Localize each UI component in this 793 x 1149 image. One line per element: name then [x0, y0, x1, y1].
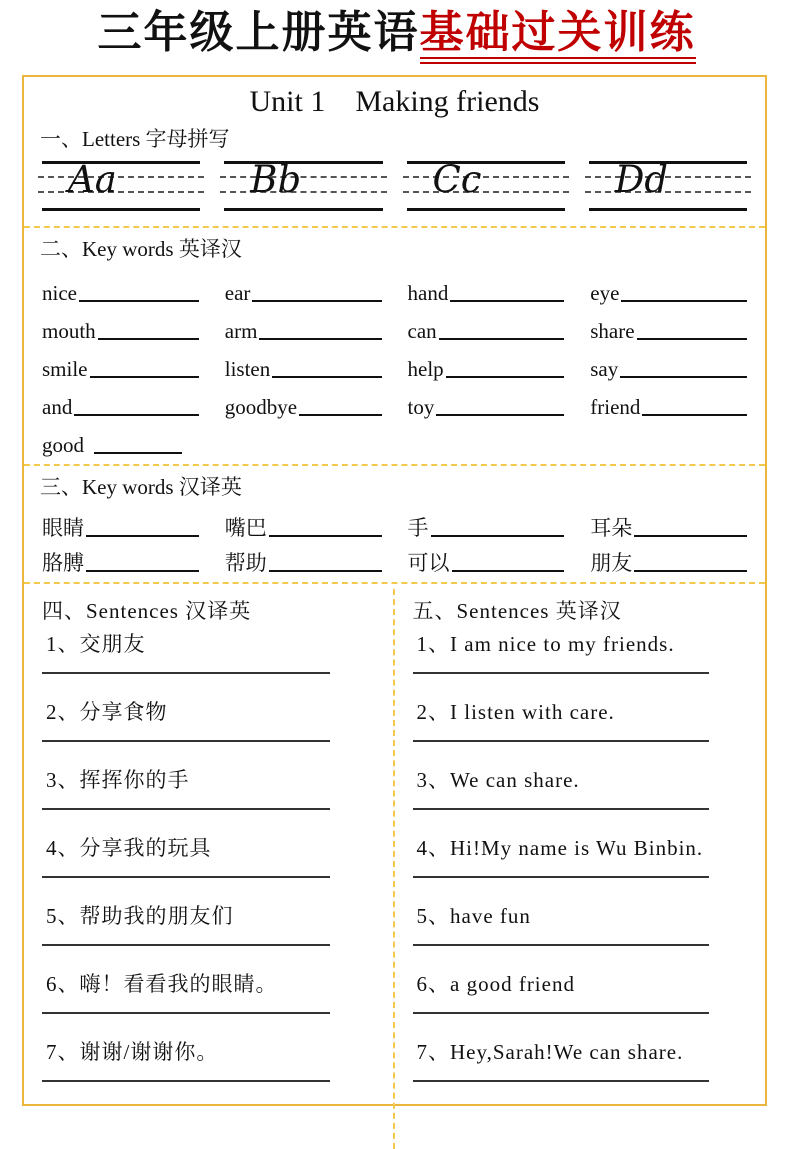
word-cell	[590, 305, 747, 343]
word-label: eye	[590, 280, 620, 305]
answer-line	[42, 1080, 330, 1082]
sentence-text: 4、分享我的玩具	[46, 836, 212, 860]
unit-title: Unit 1 Making friends	[249, 85, 540, 118]
word-cell	[225, 267, 382, 305]
word-cell	[408, 305, 565, 343]
fill-in-blank	[269, 569, 382, 572]
sentence-text: 5、帮助我的朋友们	[46, 904, 234, 928]
sentence-text: 5、have fun	[416, 904, 531, 928]
page-title-black: 三年级上册英语	[97, 8, 420, 57]
word-label: can	[407, 318, 437, 343]
fill-in-blank	[634, 534, 747, 537]
fill-in-blank	[446, 375, 565, 378]
word-label: goodbye	[224, 394, 298, 419]
word-label: 嘴巴	[224, 515, 267, 540]
word-cell	[225, 540, 382, 575]
word-cell	[408, 505, 565, 540]
sentence-text: 7、谢谢/谢谢你。	[46, 1040, 219, 1064]
sentence-item	[42, 629, 375, 697]
sentence-text: 2、分享食物	[46, 700, 168, 724]
answer-line	[42, 876, 330, 878]
word-cell	[42, 419, 199, 457]
word-cell	[408, 381, 565, 419]
handwriting-guide-line	[220, 176, 386, 178]
page-title-red-underlined: 基础过关训练	[420, 8, 696, 64]
word-cell	[590, 381, 747, 419]
sentence-text: 3、We can share.	[416, 768, 580, 792]
word-label: 耳朵	[590, 515, 633, 540]
handwriting-letter: Aa	[68, 158, 117, 201]
sentence-text: 1、I am nice to my friends.	[416, 632, 675, 656]
sentence-item	[42, 901, 375, 969]
handwriting-group-bb	[224, 158, 382, 211]
word-label: and	[42, 394, 73, 419]
sentence-item	[42, 697, 375, 765]
word-label: share	[590, 318, 635, 343]
word-label: 朋友	[590, 550, 633, 575]
word-cell	[42, 267, 199, 305]
word-cell	[225, 305, 382, 343]
handwriting-guide-line	[38, 191, 204, 193]
word-label: 眼睛	[42, 515, 84, 540]
word-cell	[590, 267, 747, 305]
answer-line	[413, 944, 709, 946]
sentence-text: 4、Hi!My name is Wu Binbin.	[416, 836, 704, 860]
section-divider	[24, 582, 765, 584]
section-letters-header: 一、Letters 字母拼写	[40, 127, 230, 151]
word-label: good	[42, 432, 84, 457]
word-label: toy	[407, 394, 435, 419]
word-cell	[42, 540, 199, 575]
sentence-item	[413, 697, 748, 765]
sentence-text: 6、a good friend	[416, 972, 575, 996]
word-label: 手	[407, 515, 429, 540]
answer-line	[413, 1080, 709, 1082]
handwriting-letter: Bb	[250, 158, 302, 201]
section-keywords-cn-header: 三、Key words 汉译英	[40, 475, 242, 499]
answer-line	[413, 808, 709, 810]
fill-in-blank	[86, 534, 199, 537]
sentence-item	[413, 765, 748, 833]
answer-line	[42, 1012, 330, 1014]
sentence-item	[413, 833, 748, 901]
sentence-item	[42, 833, 375, 901]
fill-in-blank	[621, 299, 747, 302]
word-label: ear	[224, 280, 251, 305]
sentence-text: 1、交朋友	[46, 632, 146, 656]
sentence-text: 2、I listen with care.	[416, 700, 615, 724]
word-cell	[408, 343, 565, 381]
answer-line	[42, 808, 330, 810]
worksheet-box	[22, 75, 767, 1106]
word-cell	[590, 343, 747, 381]
word-label: smile	[42, 356, 88, 381]
word-cell	[225, 505, 382, 540]
answer-line	[42, 944, 330, 946]
word-label: arm	[224, 318, 258, 343]
page-title	[0, 0, 793, 61]
sentence-item	[413, 1037, 748, 1105]
sentence-text: 7、Hey,Sarah!We can share.	[416, 1040, 684, 1064]
handwriting-group-dd	[589, 158, 747, 211]
handwriting-group-aa	[42, 158, 200, 211]
section-divider	[24, 226, 765, 228]
fill-in-blank	[269, 534, 382, 537]
word-label: mouth	[42, 318, 96, 343]
handwriting-guide-line	[220, 191, 386, 193]
answer-line	[42, 672, 330, 674]
fill-in-blank	[272, 375, 381, 378]
word-label: help	[407, 356, 444, 381]
fill-in-blank	[436, 413, 564, 416]
fill-in-blank	[94, 451, 182, 454]
word-label: nice	[42, 280, 77, 305]
word-label: 帮助	[224, 550, 267, 575]
handwriting-letter: Dd	[614, 158, 669, 201]
sentence-item	[42, 969, 375, 1037]
sentences-en-column	[395, 589, 766, 1149]
fill-in-blank	[634, 569, 747, 572]
fill-in-blank	[252, 299, 381, 302]
handwriting-guide-line	[38, 176, 204, 178]
sentences-cn-column	[24, 589, 395, 1149]
word-label: hand	[407, 280, 449, 305]
word-label: 可以	[407, 550, 450, 575]
sentence-text: 3、挥挥你的手	[46, 768, 190, 792]
answer-line	[413, 740, 709, 742]
section-sentences-cn-header: 四、Sentences 汉译英	[42, 599, 252, 623]
fill-in-blank	[642, 413, 747, 416]
word-cell	[225, 381, 382, 419]
handwriting-guide-line	[403, 176, 569, 178]
word-cell	[42, 343, 199, 381]
fill-in-blank	[79, 299, 199, 302]
fill-in-blank	[637, 337, 747, 340]
answer-line	[42, 740, 330, 742]
sentence-text: 6、嗨！看看我的眼睛。	[46, 972, 278, 996]
answer-line	[413, 876, 709, 878]
section-divider	[24, 464, 765, 466]
fill-in-blank	[452, 569, 565, 572]
word-cell	[590, 540, 747, 575]
word-cell	[42, 305, 199, 343]
keywords-en-grid	[24, 265, 765, 459]
fill-in-blank	[620, 375, 747, 378]
sentence-item	[413, 629, 748, 697]
fill-in-blank	[98, 337, 199, 340]
fill-in-blank	[439, 337, 565, 340]
word-cell	[42, 505, 199, 540]
handwriting-group-cc	[407, 158, 565, 211]
word-cell	[225, 343, 382, 381]
word-label: 胳膊	[42, 550, 84, 575]
keywords-cn-grid	[24, 503, 765, 577]
word-label: say	[590, 356, 619, 381]
section-sentences-en-header: 五、Sentences 英译汉	[412, 599, 622, 623]
sentence-item	[42, 765, 375, 833]
word-cell	[42, 381, 199, 419]
sentence-item	[42, 1037, 375, 1105]
fill-in-blank	[259, 337, 381, 340]
word-cell	[408, 267, 565, 305]
handwriting-guide-line	[403, 191, 569, 193]
word-cell	[590, 505, 747, 540]
fill-in-blank	[431, 534, 565, 537]
fill-in-blank	[450, 299, 564, 302]
word-label: friend	[590, 394, 641, 419]
word-label: listen	[224, 356, 271, 381]
word-cell	[408, 540, 565, 575]
fill-in-blank	[90, 375, 199, 378]
fill-in-blank	[299, 413, 381, 416]
answer-line	[413, 1012, 709, 1014]
sentence-item	[413, 969, 748, 1037]
fill-in-blank	[74, 413, 198, 416]
handwriting-letter: Cc	[432, 158, 482, 201]
sentence-item	[413, 901, 748, 969]
answer-line	[413, 672, 709, 674]
sentence-columns	[24, 589, 765, 1149]
section-keywords-en-header: 二、Key words 英译汉	[40, 237, 242, 261]
handwriting-row	[24, 155, 765, 221]
fill-in-blank	[86, 569, 199, 572]
